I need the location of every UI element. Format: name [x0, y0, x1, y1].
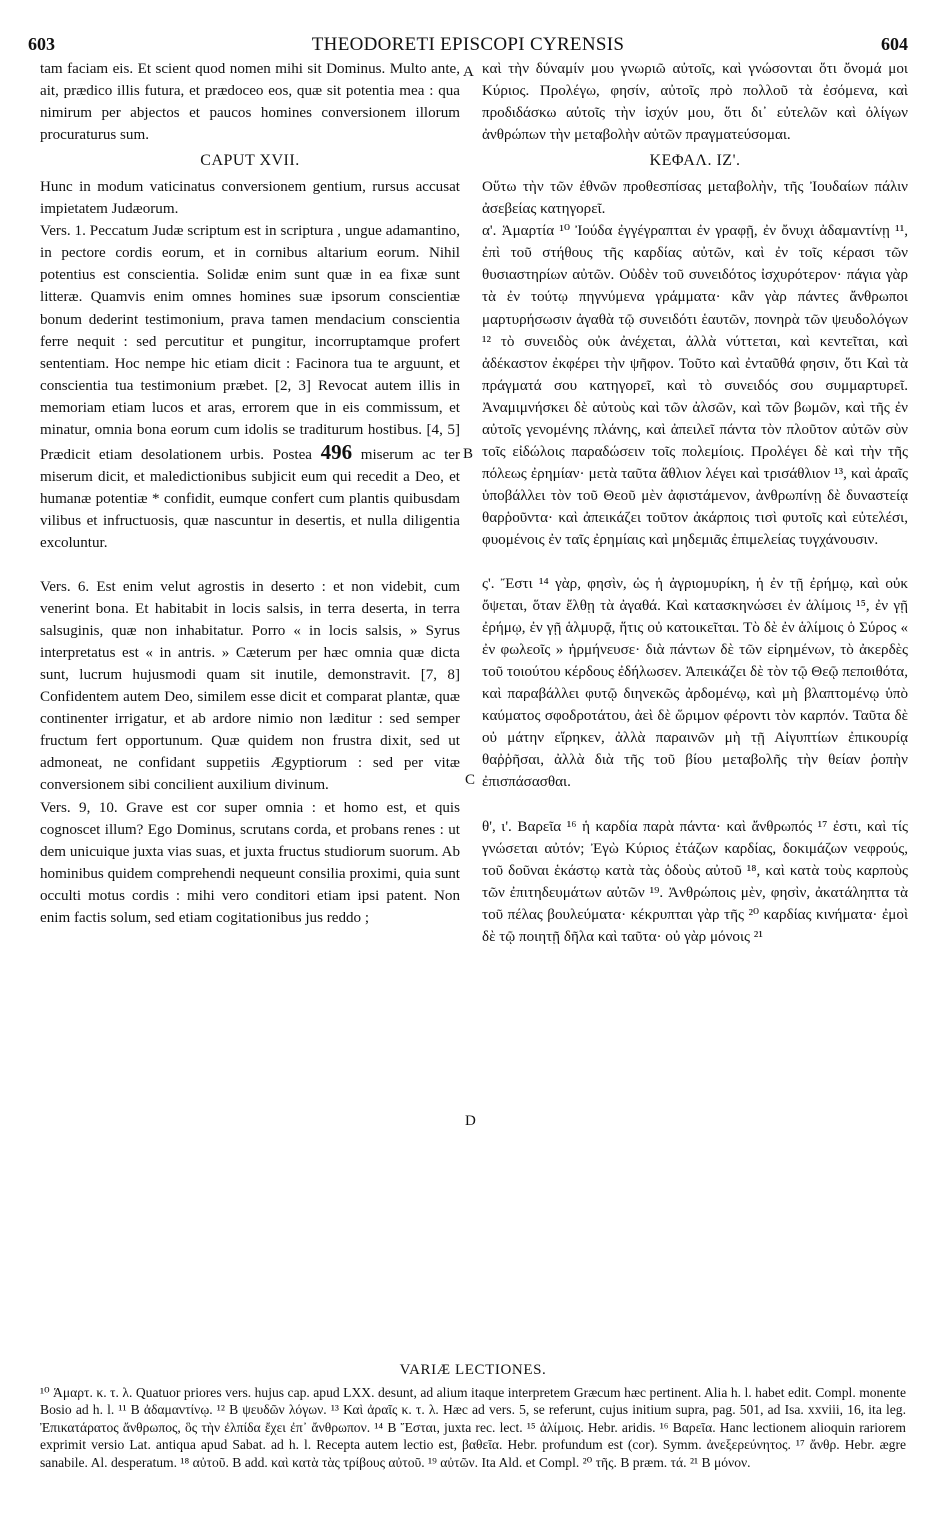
latin-verse-6: Vers. 6. Est enim velut agrostis in deserto : et non videbit, cum venerint bona. Et habitabit in locis salsis, in terra deserta, in terra salsuginis, quæ non inhabitatur. Porro « in locis salsis, » Syrus interpretatus est « in antris. » Cæterum per hæc omnia quæ dicta sunt, lucrum hujusmodi quam sit inutile, demonstravit. [7, 8] Confidentem autem Deo, similem esse dicit et comparat plantæ, quæ continenter irrigatur, et ab ardore nimio non læditur : sed semper fructum fert opportunum. Quæ quidem non frustra dixit, sed ut admoneat, ne confidant suppetiis Ægyptiorum : sed per vitæ conversionem sibi concilient auxilium divinum. — [40, 579, 460, 794]
greek-chapter-heading: ΚΕΦΑΛ. ΙΖ'. — [649, 152, 741, 170]
margin-marker-d: D — [465, 1113, 476, 1129]
page-number-right: 604 — [881, 34, 908, 54]
greek-verse-6: ς'. Ἔστι ¹⁴ γὰρ, φησὶν, ὡς ἡ ἀγριομυρίκη, ἡ ἐν τῇ ἐρήμῳ, καὶ οὐκ ὄψεται, ὅταν ἔλθῃ τὰ ἀγαθά. Καὶ κατασκηνώσει ἐν ἁλίμοις ¹⁵, ἐν γῇ ἐρήμῳ, ἐν γῇ ἁλμυρᾷ, ἥτις οὐ κατοικεῖται. Τὸ δὲ ἐν ἁλίμοις ὁ Σύρος « ἐν φωλεοῖς » ἡρμήνευσε· διὰ πάντων δὲ τῶν εἰρημένων, τὸ ἀκερδὲς τοῦ τοιούτου κέρδους ἐδήλωσεν. Ἀπεικάζει δὲ τὸν τῷ Θεῷ πεποιθότα, καὶ παραβάλλει φυτῷ διηνεκῶς ἀρδομένῳ, καὶ μὴ βλαπτομένῳ ὑπὸ καύματος σφοδροτάτου, ἀεὶ δὲ ὥριμον φέροντι τὸν καρπόν. Ταῦτα δὲ οὐ μάτην εἴρηκεν, ἀλλὰ παραινῶν μὴ τῇ Αἰγυπτίων ἐπικουρίᾳ θαῤῥῆσαι, ἀλλὰ διὰ τῆς τοῦ βίου μεταβολῆς τὴν θείαν ῥοπὴν ἐπισπάσασθαι. — [482, 576, 908, 791]
greek-intro: καὶ τὴν δύναμίν μου γνωριῶ αὐτοῖς, καὶ γνώσονται ὅτι ὄνομά μοι Κύριος. Προλέγω, φησίν, αὐτοῖς πρὸ πολλοῦ τὰ ἐσόμενα, καὶ προδιδάσκω αὐτοῖς τὴν ἰσχύν μου, ὅτι δι᾽ εὐτελῶν καὶ ὀλίγων ἀνθρώπων τὴν μεταβολὴν αὐτῶν πραγματεύσομαι. — [482, 61, 908, 144]
inline-page-number: 496 — [320, 439, 353, 464]
margin-marker-a: A — [463, 64, 474, 80]
latin-verse-1-continuation: miserum ac ter miserum dicit, et maledictionibus subjicit eum qui recedit a Deo, et humanæ potentiæ * confidit, eumque confert cum plantis quibusdam vilibus et infructuosis, quæ nascuntur in desertis, et nulla diligentia excoluntur. — [40, 446, 461, 551]
page-number-left: 603 — [28, 34, 55, 54]
greek-verse-1: α'. Ἁμαρτία ¹⁰ Ἰούδα ἐγγέγραπται ἐν γραφῇ, ἐν ὄνυχι ἀδαμαντίνῃ ¹¹, ἐπὶ τοῦ στήθους τῆς καρδίας αὐτῶν, καὶ ἐν τοῖς κέρασι τῶν θυσιαστηρίων αὐτῶν. Οὐδὲν τοῦ συνειδότος ἰσχυρότερον· πάγια γὰρ τὰ ἐν τούτῳ πηγνύμενα γράμματα· κἂν γὰρ πάντες ἄνθρωποι μαρτυρήσωσιν ἀγαθὰ τῷ συνειδότι ἑαυτῶν, πονηρὰ τῶν ψευδολόγων ¹² τὸ συνειδὸς οὐκ ἀνέχεται, ἀλλὰ νύττεται, καὶ κεντεῖται, καὶ ἀδέκαστον ἐκφέρει τὴν ψῆφον. Τοῦτο καὶ ἐνταῦθά φησιν, ὅτι Καὶ τὰ πράγματά σου κατηγορεῖ, καὶ τὸ συνειδός σου συμμαρτυρεῖ. Ἀναμιμνήσκει δὲ αὐτοὺς καὶ τῶν ἀλσῶν, καὶ τῶν βωμῶν, καὶ τῆς ἐν αὐτοῖς γενομένης πλάνης, καὶ ἀπειλεῖ πάντα τὸν πλοῦτον αὐτῶν σὺν τοῖς εἰδώλοις παραδώσειν τοῖς πολεμίοις. Προλέγει δὲ καὶ τὴν τῆς πόλεως ἐρημίαν· μετὰ ταῦτα ἄθλιον λέγει καὶ τρισάθλιον ¹³, καὶ ἀραῖς ὑποβάλλει τὸν τοῦ Θεοῦ μὲν ἀφιστάμενον, ἀνθρωπίνῃ δὲ δυναστείᾳ θαρῥοῦντα· καὶ ἀπεικάζει τοῦτον ἀκάρποις τισὶ φυτοῖς καὶ εὐτελέσι, φυομένοις ἐν ταῖς ἐρημίαις καὶ μηδεμιᾶς ἐπιμελείας τυγχάνουσιν. — [482, 223, 908, 548]
margin-marker-c: C — [465, 772, 476, 788]
page-header — [28, 34, 908, 60]
spacer — [482, 794, 908, 816]
greek-column — [482, 58, 908, 948]
margin-marker-b: B — [463, 446, 474, 462]
latin-intro: tam faciam eis. Et scient quod nomen mihi sit Dominus. Multo ante, ait, prædico illis futura, et prædoceo eos, quæ sit potentia mea : qua nimirum per abjectos et paucos homines conversionem illorum procuraturus sum. — [40, 61, 460, 144]
greek-summary: Οὕτω τὴν τῶν ἐθνῶν προθεσπίσας μεταβολὴν, τῆς Ἰουδαίων πάλιν ἀσεβείας κατηγορεῖ. — [482, 179, 908, 218]
latin-chapter-heading: CAPUT XVII. — [200, 152, 300, 170]
variae-title: VARIÆ LECTIONES. — [399, 1362, 547, 1378]
latin-summary: Hunc in modum vaticinatus conversionem gentium, rursus accusat impietatem Judæorum. — [40, 179, 460, 218]
spacer — [482, 551, 908, 573]
variae-text: ¹⁰ Ἁμαρτ. κ. τ. λ. Quatuor priores vers. hujus cap. apud LXX. desunt, ad alium itaque interpretem Græcum hæc pertinent. Alia h. l. habet edit. Compl. monente Bosio ad h. l. ¹¹ B ἀδαμαντίνῳ. ¹² B ψευδῶν λόγων. ¹³ Καὶ ἀραῖς κ. τ. λ. Hæc ad vers. 5, se referunt, cujus initium supra, pag. 501, ad Isa. xxviii, 16, ita leg. Ἐπικατάρατος ἄνθρωπος, ὃς τὴν ἐλπίδα ἔχει ἐπ᾽ ἄνθρωπον. ¹⁴ B Ἔσται, juxta rec. lect. ¹⁵ ἀλίμοις. Hebr. aridis. ¹⁶ Βαρεῖα. Hanc lectionem alioquin rariorem exprimit versio Lat. antiqua apud Sabat. ad h. l. Recepta autem lectio est, βαθεῖα. Hebr. profundum est (cor). Symm. ἀνεξερεύνητος. ¹⁷ ἄνθρ. Hebr. ægre sanabile. Al. desperatum. ¹⁸ αὐτοῦ. B add. καὶ κατὰ τὰς τρίβους αὐτοῦ. ¹⁹ αὐτῶν. Ita Ald. et Compl. ²⁰ τῆς. B præm. τά. ²¹ B μόνον. — [40, 1384, 906, 1470]
spacer — [40, 554, 460, 576]
latin-verse-1 — [40, 220, 460, 554]
latin-verse-1-text: Vers. 1. Peccatum Judæ scriptum est in scriptura , ungue adamantino, in pectore cordis eorum, et in cornibus altarium eorum. Nihil potentius est conscientia. Solidæ enim sunt quæ in ea fixæ sunt litteræ. Quamvis enim omnes homines suæ ipsorum conscientiæ bonum dederint testimonium, prava tamen mendacium conscientia ferre nequit : sed percutitur et pungitur, incorruptamque profert sententiam. Hoc nempe hic etiam dicit : Facinora tua te arguunt, et conscientia tua testimonium præbet. [2, 3] Revocat autem illis in memoriam etiam lucos et aras, errorem que in eis commissum, et minatur, omnia bona eorum cum idolis se traditurum hostibus. [4, 5] Prædicit etiam desolationem urbis. Postea — [40, 223, 460, 463]
latin-column — [40, 58, 460, 929]
greek-verse-9: θ', ι'. Βαρεῖα ¹⁶ ἡ καρδία παρὰ πάντα· καὶ ἄνθρωπός ¹⁷ ἐστι, καὶ τίς γνώσεται αὐτόν; Ἐγὼ Κύριος ἐτάζων καρδίας, δοκιμάζων νεφρούς, τοῦ δοῦναι ἑκάστῳ κατὰ τὰς ὁδοὺς αὐτοῦ ¹⁸, καὶ κατὰ τοὺς καρποὺς τῶν ἐπιτηδευμάτων αὐτῶν ¹⁹. Ἀνθρώποις μὲν, φησὶν, ἀκατάληπτα τὰ τοῦ πέλας βουλεύματα· κέκρυπται γὰρ τῆς ²⁰ καρδίας κινήματα· ἐμοὶ δὲ τῷ ποιητῇ δῆλα καὶ ταῦτα· οὐ γὰρ μόνοις ²¹ — [482, 818, 908, 945]
variae-lectiones — [40, 1362, 906, 1472]
running-title: THEODORETI EPISCOPI CYRENSIS — [311, 34, 625, 55]
latin-verse-9: Vers. 9, 10. Grave est cor super omnia : et homo est, et quis cognoscet illum? Ego Dominus, scrutans corda, et probans renes : ut dem unicuique juxta vias suas, et juxta fructus studiorum suorum. Ab hominibus quidem comprehendi nequeunt consilia proximi, quia sunt occulti motus cordis : mihi vero conditori etiam ipsi patent. Non enim factis solum, sed etiam cogitationibus jus reddo ; — [40, 799, 460, 926]
